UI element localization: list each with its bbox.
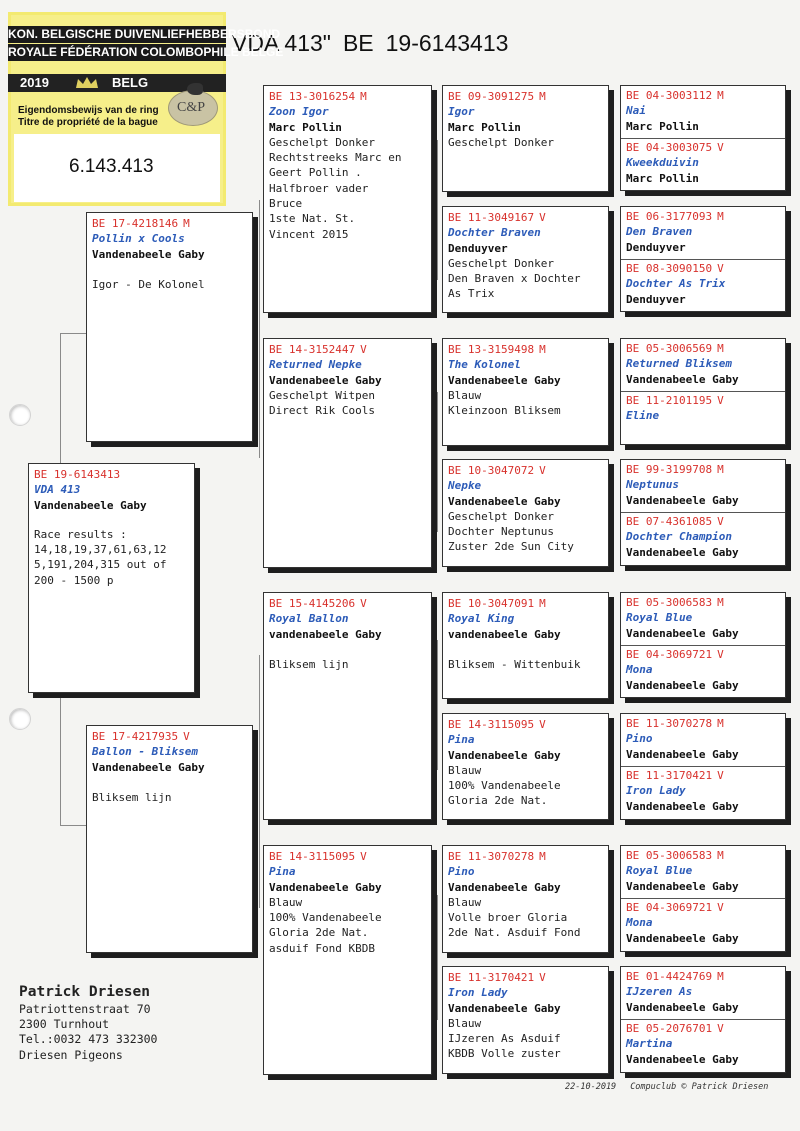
ring-number: BE 14-3115095 [269,850,356,863]
gender: M [539,850,546,863]
pigeon-name: Iron Lady [626,784,686,798]
pigeon-ggg-sire [626,595,780,641]
pigeon-description: Geschelpt Donker Rechtstreeks Marc en Geert Pollin . Halfbroer vader Bruce 1ste Nat. St. Vincent 2015 [269,135,402,241]
pigeon-owner: Vandenabeele Gaby [626,626,739,640]
pigeon-name: Kweekduivin [626,156,699,170]
federation-fr: ROYALE FÉDÉRATION COLOMBOPHILE BELGE [8,45,284,59]
gender: V [717,1022,724,1035]
pigeon-description: Blauw Volle broer Gloria 2de Nat. Asduif Fond [448,895,581,940]
gender: V [539,211,546,224]
pigeon-ggg-sire [626,969,780,1015]
connector-line [60,825,87,826]
connector-line [437,895,438,1020]
title-ring: 19-6143413 [385,30,509,56]
pigeon-name: Nepke [448,479,482,493]
pigeon-owner: Vandenabeele Gaby [448,1001,561,1015]
gender: V [539,971,546,984]
pigeon-ggg-pair [620,592,786,698]
pigeon-name: Returned Nepke [269,358,362,372]
gender: M [717,210,724,223]
ring-number: BE 05-3006583 [626,849,713,862]
pigeon-name: Iron Lady [448,986,508,1000]
gender: M [717,970,724,983]
pigeon-ggg-pair [620,85,786,191]
title-code: VDA 413" [232,30,331,56]
gender: V [717,515,724,528]
pigeon-grandsire-maternal [263,592,432,820]
pigeon-description: Blauw IJzeren As Asduif KBDB Volle zuster [448,1016,561,1061]
ring-number: BE 04-3003112 [626,89,713,102]
pigeon-ggg-sire [626,209,780,255]
gender: M [539,343,546,356]
ring-number: BE 13-3159498 [448,343,535,356]
pigeon-name: Martina [626,1037,673,1051]
ring-number: BE 17-4218146 [92,217,179,230]
pigeon-name: Neptunus [626,478,679,492]
pigeon-name: Royal Ballon [269,612,349,626]
gender: V [717,262,724,275]
pigeon-gg-4 [442,459,609,567]
ring-number: BE 07-4361085 [626,515,713,528]
connector-line [259,200,260,458]
pigeon-owner: vandenabeele Gaby [269,627,382,641]
ring-number: BE 10-3047072 [448,464,535,477]
pigeon-name: Ballon - Bliksem [92,745,198,759]
certificate-country: BELG [112,75,149,90]
breeder-company: Driesen Pigeons [19,1047,123,1062]
pigeon-owner: Vandenabeele Gaby [92,760,205,774]
pigeon-ggg-sire [626,88,780,134]
pigeon-name: Dochter Champion [626,530,732,544]
pigeon-owner: Vandenabeele Gaby [626,372,739,386]
pigeon-description: Geschelpt Witpen Direct Rik Cools [269,388,375,418]
connector-line [437,392,438,532]
pigeon-description: Blauw Kleinzoon Bliksem [448,388,561,418]
pigeon-name: Pino [626,732,653,746]
pigeon-name: Eline [626,409,660,423]
pigeon-owner: Denduyver [626,240,686,254]
federation-nl: KON. BELGISCHE DUIVENLIEFHEBBERSBOND [8,27,281,41]
pigeon-owner: Vandenabeele Gaby [34,498,147,512]
ring-number: BE 15-4145206 [269,597,356,610]
pigeon-sire [86,212,253,442]
ring-number: BE 04-3069721 [626,648,713,661]
pigeon-ggg-dam [626,768,780,814]
pigeon-name: Pina [269,865,296,879]
pigeon-ggg-pair [620,459,786,566]
pigeon-owner: Vandenabeele Gaby [92,247,205,261]
punch-hole [9,404,31,426]
divider [621,898,785,899]
gender: M [183,217,190,230]
ring-number: BE 01-4424769 [626,970,713,983]
footer-date: 22-10-2019 [565,1082,617,1092]
pigeon-grandsire-paternal [263,85,432,313]
pigeon-gg-5 [442,592,609,699]
pigeon-name: The Kolonel [448,358,521,372]
gender: M [539,90,546,103]
pigeon-name: Pino [448,865,475,879]
pigeon-icon [187,83,203,95]
connector-line [60,333,87,334]
ring-number: BE 11-3170421 [448,971,535,984]
ring-number-box [14,134,220,202]
breeder-city: 2300 Turnhout [19,1017,110,1032]
pigeon-name: Royal King [448,612,515,626]
pigeon-description: Bliksem lijn [269,658,349,672]
pigeon-ggg-dam [626,900,780,946]
connector-line [60,692,61,825]
gender: V [539,464,546,477]
pigeon-description: Blauw 100% Vandenabeele Gloria 2de Nat. asduif Fond KBDB [269,895,382,955]
divider [621,138,785,139]
pigeon-ggg-sire [626,716,780,762]
pigeon-gg-2 [442,206,609,313]
gender: V [717,648,724,661]
gender: M [717,342,724,355]
connector-line [60,333,61,465]
divider [621,766,785,767]
pigeon-name: Returned Bliksem [626,357,732,371]
gender: V [717,901,724,914]
ring-number: BE 14-3152447 [269,343,356,356]
pigeon-granddam-maternal [263,845,432,1075]
pigeon-granddam-paternal [263,338,432,568]
pigeon-description: Bliksem - Wittenbuik [448,658,581,672]
ring-number: BE 04-3069721 [626,901,713,914]
ring-number: BE 06-3177093 [626,210,713,223]
pigeon-owner: Marc Pollin [448,120,521,134]
pigeon-description: Blauw 100% Vandenabeele Gloria 2de Nat. [448,763,561,808]
pigeon-owner: Denduyver [448,241,508,255]
pigeon-name: Zoon Igor [269,105,329,119]
breeder-street: Patriottenstraat 70 [19,1002,151,1016]
certificate-year: 2019 [20,75,49,90]
gender: M [717,463,724,476]
gender: M [539,597,546,610]
ring-number: BE 11-2101195 [626,394,713,407]
gender: V [183,730,190,743]
pigeon-owner: Vandenabeele Gaby [269,373,382,387]
pigeon-owner: Vandenabeele Gaby [626,747,739,761]
pigeon-owner: Vandenabeele Gaby [626,931,739,945]
pigeon-ggg-pair [620,845,786,952]
pigeon-owner: Vandenabeele Gaby [626,1000,739,1014]
pigeon-owner: Vandenabeele Gaby [448,748,561,762]
pigeon-ggg-dam [626,261,780,307]
pigeon-owner: Vandenabeele Gaby [448,494,561,508]
ring-number: BE 10-3047091 [448,597,535,610]
pigeon-owner: Denduyver [626,292,686,306]
gender: V [360,597,367,610]
ring-number: BE 08-3090150 [626,262,713,275]
gender: V [360,850,367,863]
pigeon-ggg-sire [626,462,780,508]
connector-line [437,640,438,770]
pigeon-subject [28,463,195,693]
breeder-phone: Tel.:0032 473 332300 [19,1032,158,1047]
ring-number: BE 05-3006583 [626,596,713,609]
pigeon-name: VDA 413 [34,483,81,497]
footer-software: Compuclub © Patrick Driesen [630,1082,769,1092]
pigeon-ggg-dam [626,647,780,693]
pigeon-owner: Vandenabeele Gaby [626,678,739,692]
gender: M [717,849,724,862]
punch-hole [9,708,31,730]
pigeon-ggg-dam [626,1021,780,1067]
pigeon-gg-8 [442,966,609,1074]
gender: M [717,89,724,102]
pigeon-owner: Marc Pollin [626,171,699,185]
pigeon-owner: Vandenabeele Gaby [448,880,561,894]
connector-line [437,140,438,280]
ring-number: BE 11-3070278 [626,717,713,730]
pigeon-name: Mona [626,663,653,677]
pigeon-name: IJzeren As [626,985,693,999]
gender: V [717,394,724,407]
certificate-title-nl: Eigendomsbewijs van de ring [18,105,159,116]
breeder-name: Patrick Driesen [19,984,150,1000]
pigeon-description: Igor - De Kolonel [92,277,205,291]
ring-number: BE 11-3070278 [448,850,535,863]
pigeon-name: Pina [448,733,475,747]
pigeon-description: Geschelpt Donker Den Braven x Dochter As Trix [448,256,581,301]
pigeon-gg-1 [442,85,609,192]
divider [621,1019,785,1020]
pigeon-description: Geschelpt Donker [448,135,554,149]
pigeon-gg-3 [442,338,609,446]
pigeon-owner: vandenabeele Gaby [448,627,561,641]
gender: V [539,718,546,731]
ring-number: BE 99-3199708 [626,463,713,476]
footer [565,1082,782,1092]
ring-number: BE 14-3115095 [448,718,535,731]
certificate-ring-number: 6.143.413 [69,156,154,177]
divider [621,512,785,513]
pigeon-owner: Marc Pollin [269,120,342,134]
ring-number: BE 13-3016254 [269,90,356,103]
pigeon-owner: Vandenabeele Gaby [626,879,739,893]
ring-number: BE 11-3170421 [626,769,713,782]
pigeon-name: Mona [626,916,653,930]
ring-number: BE 04-3003075 [626,141,713,154]
pigeon-owner: Marc Pollin [626,119,699,133]
ring-number: BE 05-2076701 [626,1022,713,1035]
breeder-info [19,982,157,1063]
pigeon-ggg-dam [626,393,780,424]
pigeon-description: Bliksem lijn [92,790,172,804]
ring-number: BE 09-3091275 [448,90,535,103]
pigeon-description: Race results : 14,18,19,37,61,63,12 5,191,204,315 out of 200 - 1500 p [34,527,167,587]
pigeon-owner: Vandenabeele Gaby [626,493,739,507]
pigeon-name: Den Braven [626,225,693,239]
pigeon-ggg-dam [626,140,780,186]
pigeon-owner: Vandenabeele Gaby [269,880,382,894]
ring-number: BE 05-3006569 [626,342,713,355]
pigeon-description: Geschelpt Donker Dochter Neptunus Zuster 2de Sun City [448,509,574,554]
ring-number: BE 17-4217935 [92,730,179,743]
pigeon-owner: Vandenabeele Gaby [626,545,739,559]
divider [621,645,785,646]
divider [621,259,785,260]
pigeon-ggg-pair [620,966,786,1073]
gender: V [717,769,724,782]
pigeon-ggg-pair [620,338,786,445]
pigeon-ggg-sire [626,848,780,894]
pigeon-ggg-dam [626,514,780,560]
gender: V [360,343,367,356]
certificate-title-fr: Titre de propriété de la bague [18,117,158,128]
pigeon-owner: Vandenabeele Gaby [626,799,739,813]
pigeon-ggg-sire [626,341,780,387]
gender: M [360,90,367,103]
pigeon-name: Dochter As Trix [626,277,726,291]
pigeon-gg-7 [442,845,609,953]
connector-line [259,655,260,908]
pigeon-name: Nai [626,104,646,118]
gender: V [717,141,724,154]
crown-icon [74,76,100,89]
pigeon-name: Royal Blue [626,611,693,625]
gender: M [717,596,724,609]
pigeon-dam [86,725,253,953]
pigeon-name: Igor [448,105,475,119]
ring-number: BE 19-6143413 [34,468,121,481]
pigeon-gg-6 [442,713,609,820]
pigeon-name: Dochter Braven [448,226,541,240]
pigeon-ggg-pair [620,206,786,312]
ring-number: BE 11-3049167 [448,211,535,224]
pigeon-ggg-pair [620,713,786,820]
divider [621,391,785,392]
title-country: BE [342,30,374,56]
gender: M [717,717,724,730]
federation-logo [168,90,218,126]
logo-text: C&P [177,100,206,115]
pigeon-name: Royal Blue [626,864,693,878]
pigeon-owner: Vandenabeele Gaby [626,1052,739,1066]
pigeon-name: Pollin x Cools [92,232,185,246]
pigeon-owner: Vandenabeele Gaby [448,373,561,387]
